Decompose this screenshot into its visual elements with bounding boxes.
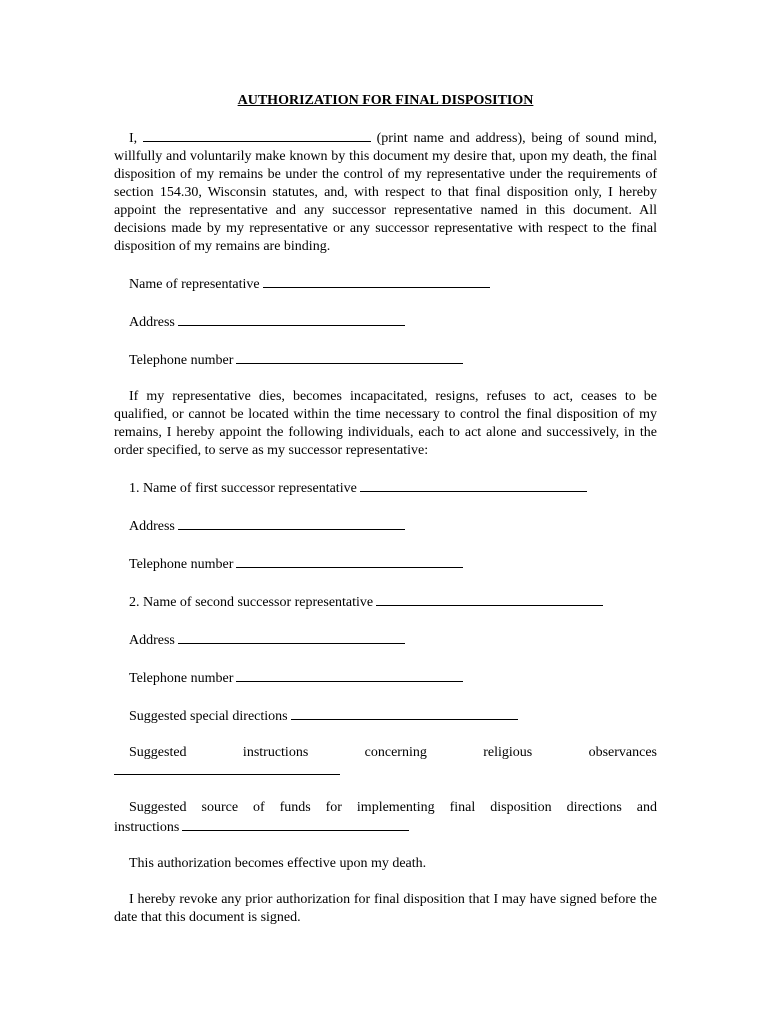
first-successor-telephone-label: Telephone number (129, 557, 234, 572)
representative-address-field (114, 312, 657, 332)
principal-name-blank[interactable] (143, 128, 371, 142)
intro-paragraph (114, 128, 657, 256)
special-directions-field (114, 706, 657, 726)
first-successor-address-label: Address (129, 519, 175, 534)
second-successor-name-blank[interactable] (376, 592, 603, 606)
special-directions-label: Suggested special directions (129, 709, 288, 724)
second-successor-address-blank[interactable] (178, 630, 405, 644)
first-successor-address-field (114, 516, 657, 536)
special-directions-blank[interactable] (291, 706, 518, 720)
second-successor-name-label: 2. Name of second successor representative (129, 595, 374, 610)
second-successor-telephone-label: Telephone number (129, 671, 234, 686)
intro-prefix: I, (129, 131, 138, 146)
second-successor-address-label: Address (129, 633, 175, 648)
second-successor-name-field (114, 592, 657, 612)
effective-statement: This authorization becomes effective upon my death. (129, 856, 427, 871)
second-successor-address-field (114, 630, 657, 650)
representative-telephone-blank[interactable] (236, 350, 463, 364)
religious-observances-blank[interactable] (114, 762, 340, 775)
representative-telephone-field (114, 350, 657, 370)
funds-source-label-line1: Suggested source of funds for implementing final disposition directions and (129, 800, 657, 815)
representative-name-blank[interactable] (263, 274, 490, 288)
religious-observances-label: Suggested instructions concerning religious observances (129, 745, 657, 760)
first-successor-telephone-blank[interactable] (236, 554, 463, 568)
second-successor-telephone-field (114, 668, 657, 688)
representative-telephone-label: Telephone number (129, 353, 234, 368)
funds-source-blank[interactable] (182, 817, 409, 831)
successor-intro-paragraph: If my representative dies, becomes incapacitated, resigns, refuses to act, ceases to be qualified, or cannot be located within the time necessary to control the final disposition of my remains, I hereby appoint the following individuals, each to act alone and successively, in the order specified, to serve as my successor representative: (114, 389, 657, 458)
revocation-statement: I hereby revoke any prior authorization for final disposition that I may have signed before the date that this document is signed. (114, 892, 657, 925)
representative-address-blank[interactable] (178, 312, 405, 326)
document-title: AUTHORIZATION FOR FINAL DISPOSITION (237, 93, 534, 108)
first-successor-name-blank[interactable] (360, 478, 587, 492)
document-page (114, 92, 657, 945)
representative-address-label: Address (129, 315, 175, 330)
funds-source-label-line2: instructions (114, 820, 180, 835)
representative-name-field (114, 274, 657, 294)
first-successor-telephone-field (114, 554, 657, 574)
representative-name-label: Name of representative (129, 277, 260, 292)
first-successor-name-field (114, 478, 657, 498)
first-successor-name-label: 1. Name of first successor representative (129, 481, 357, 496)
second-successor-telephone-blank[interactable] (236, 668, 463, 682)
intro-text: (print name and address), being of sound mind, willfully and voluntarily make known by this document my desire that, upon my death, the final disposition of my remains be under the control of my representative under the requirements of section 154.30, Wisconsin statutes, and, with respect to that final disposition only, I hereby appoint the representative and any successor representative named in this document. All decisions made by my representative or any successor representative with respect to the final disposition of my remains are binding. (114, 131, 658, 254)
first-successor-address-blank[interactable] (178, 516, 405, 530)
funds-source-field (114, 817, 657, 837)
